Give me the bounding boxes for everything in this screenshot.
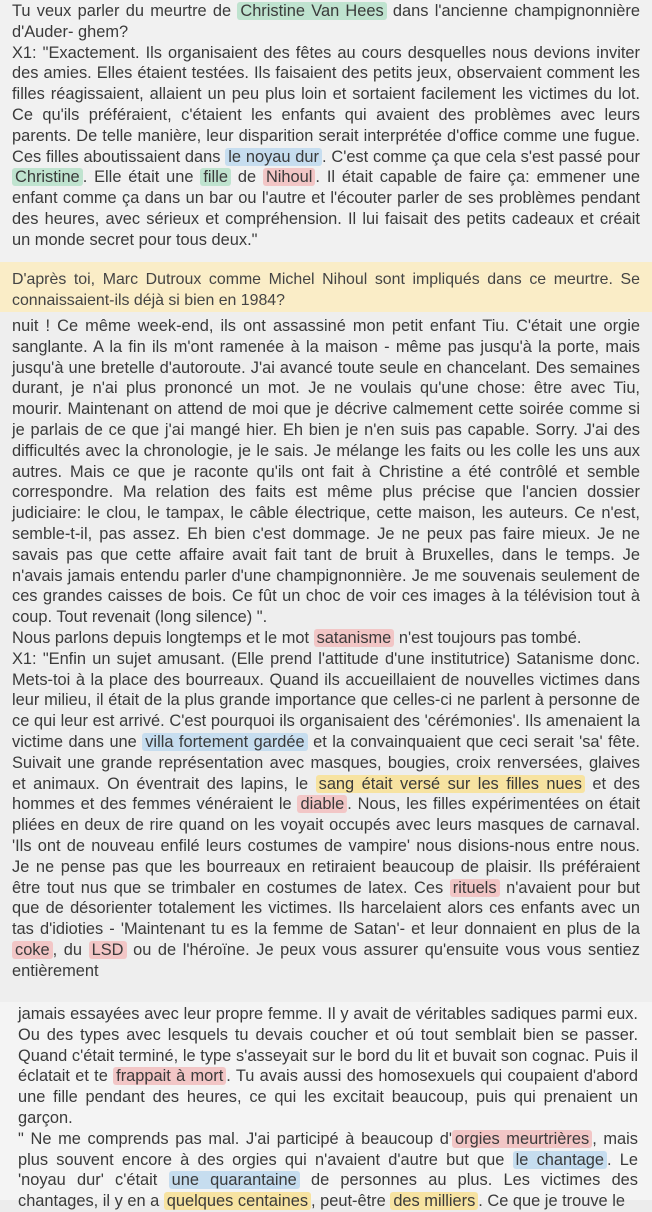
- paragraph: [12, 628, 640, 649]
- text-run: ou de l'héroïne. Je peux vous assurer qu'ensuite vous vous sentiez entièrement: [12, 940, 640, 980]
- paragraph: [12, 316, 640, 628]
- text-run: X1: "Enfin un sujet amusant. (Elle prend l'attitude d'une institutrice) Satanisme donc. Mets-toi à la place des bourreaux. Quand ils accueillaient de nouvelles victimes dans leur milieu, il était de la plus grande importance que celles-ci ne parlent à personne de ce qui leur est arrivé. C'est pourquoi ils organisaient des 'cérémonies'. Ils amenaient la victime dans une: [12, 649, 640, 751]
- text-run: . Ce que je trouve le: [478, 1192, 625, 1211]
- highlighted-text: Nihoul: [263, 168, 315, 186]
- text-run: . Nous, les filles expérimentées on était pliées en deux de rire quand on les voyait occupés avec leurs masques de carnaval. 'Ils ont de nouveau enfilé leurs costumes de vampire' nous disions-nous entre nous. Je ne pense pas que les bourreaux en retiraient beaucoup de plaisir. Ils préféraient être tout nus que se trimbaler en costumes de latex. Ces: [12, 795, 641, 897]
- text-run: , peut-être: [311, 1192, 391, 1211]
- text-run: de personnes au plus. Les victimes des chantages, il y en a: [18, 1171, 638, 1211]
- answer-2-block: [0, 312, 652, 1002]
- text-run: nuit ! Ce même week-end, ils ont assassiné mon petit enfant Tiu. C'était une orgie sanglante. A la fin ils m'ont ramenée à la maison - même pas jusqu'à la porte, mais jusqu'à une bretelle d'autoroute. J'ai avancé toute seule en chancelant. Des semaines durant, je n'ai plus prononcé un mot. Je ne voulais qu'une chose: être avec Tiu, mourir. Maintenant on attend de moi que je décrive calmement cette soirée comme si je parlais de ce que j'ai mangé hier. Eh bien je n'en suis pas capable. Sorry. J'ai des difficultés avec la chronologie, je le sais. Je mélange les faits ou les colle les uns aux autres. Mais ce que je raconte qu'ils ont fait à Christine a été contrôlé et semble correspondre. Ma relation des faits est même plus précise que l'ancien dossier judiciaire: le clou, le tampax, le câble électrique, cette maison, les auteurs. Ce n'est, semble-t-il, pas assez. Eh bien c'est dommage. Je ne peux pas faire mieux. Je ne savais pas que cette affaire avait fait tant de bruit à Bruxelles, dans le temps. Je n'avais jamais entendu parler d'une champignonnière. Je me souvenais seulement de ces grandes caisses de bois. Ce fût un choc de voir ces images à la télévision tout à coup. Tout revenait (long silence) ".: [12, 317, 640, 627]
- paragraph: [18, 1129, 638, 1212]
- highlighted-text: diable: [297, 795, 347, 813]
- answer-1-block: [0, 0, 652, 262]
- question-block: [0, 262, 652, 312]
- text-run: et la convainquaient que ceci serait 'sa' fête. Suivait une grande représentation avec masques, bougies, croix renversées, glaives et animaux. On éventrait des lapins, le: [12, 732, 640, 793]
- highlighted-text: satanisme: [314, 629, 395, 647]
- highlighted-text: villa fortement gardée: [142, 733, 307, 751]
- text-run: Tu veux parler du meurtre de: [12, 2, 238, 20]
- highlighted-text: des milliers: [390, 1192, 478, 1210]
- paragraph: [12, 43, 640, 251]
- paragraph: [12, 649, 640, 982]
- text-run: n'avaient pour but que de désorienter totalement les victimes. Ils harcelaient alors ces enfants avec un tas d'idioties - 'Maintenant tu es la femme de Satan'- et leur donnaient en plus de la: [12, 878, 640, 939]
- text-run: et des hommes et des femmes vénéraient le: [12, 774, 640, 814]
- text-run: " Ne me comprends pas mal. J'ai participé à beaucoup d': [18, 1129, 452, 1148]
- paragraph: [12, 270, 640, 312]
- highlighted-text: frappait à mort: [113, 1067, 226, 1085]
- text-run: D'après toi, Marc Dutroux comme Michel Nihoul sont impliqués dans ce meurtre. Se connaissaient-ils déjà si bien en 1984?: [12, 271, 640, 309]
- highlighted-text: coke: [12, 941, 53, 959]
- text-run: n'est toujours pas tombé.: [394, 628, 582, 647]
- highlighted-text: une quarantaine: [169, 1171, 300, 1189]
- text-run: jamais essayées avec leur propre femme. Il y avait de véritables sadiques parmi eux. Ou des types avec lesquels tu devais coucher et oú tout semblait bien se passer. Quand c'était terminé, le type s'asseyait sur le bord du lit et buvait son cognac. Puis il éclatait et te: [18, 1005, 638, 1086]
- text-run: dans l'ancienne champignonnière d'Auder- ghem?: [12, 2, 640, 41]
- text-run: , mais plus souvent encore à des orgies qui n'avaient d'autre but que: [18, 1129, 639, 1169]
- text-run: X1: "Exactement. Ils organisaient des fêtes au cours desquelles nous devions inviter des amies. Elles étaient testées. Ils faisaient des petits jeux, observaient comment les filles réagissaient, allaient un peu plus loin et sortaient facilement les victimes du lot. Ce qu'ils préféraient, c'étaient les enfants qui avaient des problèmes avec leurs parents. De telle manière, leur disparition serait interprétée d'office comme une fugue. Ces filles aboutissaient dans: [12, 43, 640, 166]
- text-run: de: [230, 168, 263, 187]
- text-run: . C'est comme ça que cela s'est passé pour: [322, 147, 640, 166]
- highlighted-text: orgies meurtrières: [452, 1130, 592, 1148]
- text-run: . Elle était une: [82, 168, 201, 187]
- paragraph: [18, 1004, 638, 1129]
- highlighted-text: le chantage: [513, 1151, 607, 1169]
- text-run: , du: [52, 940, 89, 959]
- highlighted-text: Christine Van Hees: [237, 2, 386, 20]
- highlighted-text: Christine: [12, 168, 83, 186]
- highlighted-text: quelques centaines: [164, 1192, 311, 1210]
- highlighted-text: sang était versé sur les filles nues: [316, 775, 585, 793]
- text-run: Nous parlons depuis longtemps et le mot: [12, 628, 314, 647]
- text-run: . Tu avais aussi des homosexuels qui coupaient d'abord une fille pendant des heures, ce qui les excitait beaucoup, puis qui prenaient un garçon.: [18, 1067, 638, 1127]
- highlighted-text: rituels: [450, 879, 500, 897]
- text-run: . Il était capable de faire ça: emmener une enfant comme ça dans un bar ou l'autre et l'écouter parler de ses problèmes pendant des heures, avec sérieux et compréhension. Il lui faisait des petits cadeaux et créait un monde secret pour tous deux.": [12, 168, 641, 249]
- paragraph: [12, 1, 640, 43]
- answer-3-block: [0, 1002, 652, 1211]
- highlighted-text: le noyau dur: [225, 148, 322, 166]
- text-run: . Le 'noyau dur' c'était: [18, 1150, 639, 1190]
- highlighted-text: LSD: [89, 941, 127, 959]
- highlighted-text: fille: [200, 168, 231, 186]
